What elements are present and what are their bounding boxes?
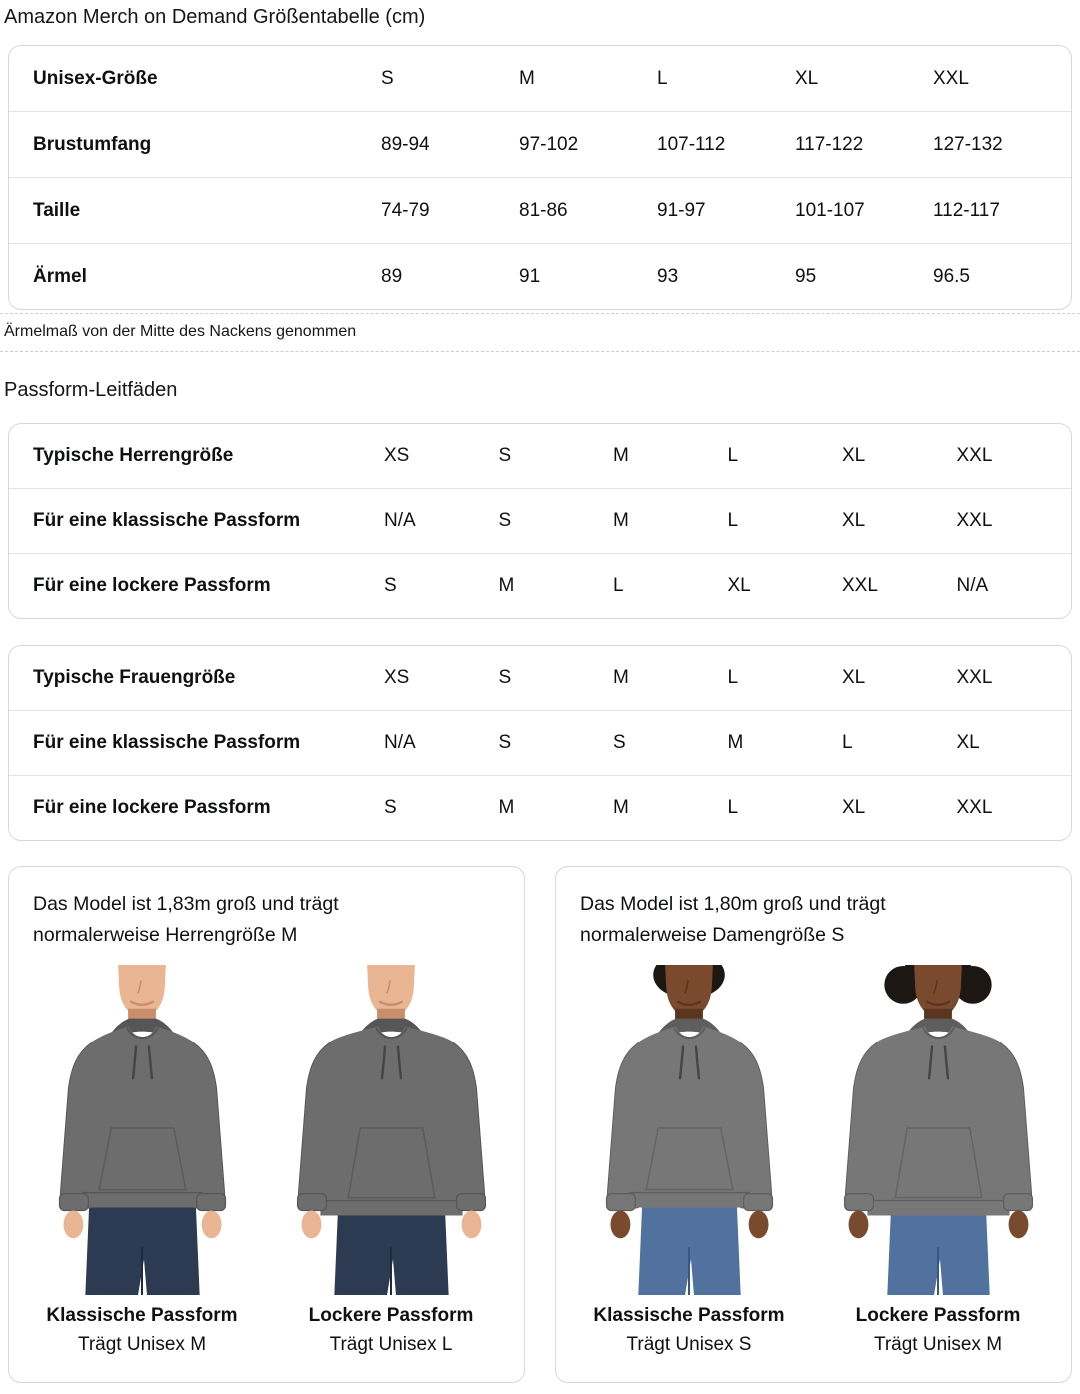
table-row xyxy=(9,775,1071,840)
size-cell: XXL xyxy=(842,575,878,596)
table-row xyxy=(9,177,1071,243)
size-caption: Trägt Unisex L xyxy=(329,1334,453,1355)
size-cell: 127-132 xyxy=(933,133,1003,155)
size-cell: 97-102 xyxy=(519,133,579,155)
size-cell: XS xyxy=(384,667,410,688)
size-cell: 81-86 xyxy=(519,199,568,221)
table-row xyxy=(9,488,1071,553)
size-cell: 112-117 xyxy=(933,199,1000,221)
size-cell: XL xyxy=(842,797,866,818)
model-photo xyxy=(831,965,1046,1295)
table-row xyxy=(9,111,1071,177)
figures-row xyxy=(580,965,1047,1356)
size-caption: Trägt Unisex M xyxy=(873,1334,1003,1355)
size-cell: XL xyxy=(842,445,866,466)
model-photo xyxy=(284,965,499,1295)
model-figure xyxy=(33,965,251,1356)
size-cell: XXL xyxy=(956,510,993,531)
size-cell: M xyxy=(498,575,515,596)
sleeve-note: Ärmelmaß von der Mitte des Nackens genommen xyxy=(4,323,357,340)
size-cell: M xyxy=(519,67,535,89)
table-row xyxy=(9,646,1071,710)
fit-caption: Lockere Passform xyxy=(308,1305,474,1326)
size-cell: 117-122 xyxy=(795,133,864,155)
size-cell: XL xyxy=(842,667,866,688)
model-photo xyxy=(582,965,797,1295)
size-cell: 95 xyxy=(795,265,817,287)
figures-row xyxy=(33,965,500,1356)
size-cell: L xyxy=(613,575,624,596)
row-label: Ärmel xyxy=(33,265,87,287)
size-cell: 91 xyxy=(519,265,541,287)
size-cell: M xyxy=(613,797,629,818)
size-cell: 89-94 xyxy=(381,133,430,155)
size-cell: XXL xyxy=(956,445,993,466)
size-cell: L xyxy=(727,510,739,531)
fit-caption: Lockere Passform xyxy=(855,1305,1021,1326)
model-figure xyxy=(282,965,500,1356)
size-cell: XL xyxy=(956,732,980,753)
size-cell: S xyxy=(498,445,512,466)
size-cell: L xyxy=(727,445,739,466)
size-table xyxy=(8,45,1072,310)
size-cell: 107-112 xyxy=(657,133,726,155)
model-card-men xyxy=(8,866,525,1383)
size-cell: S xyxy=(498,667,512,688)
model-description: Das Model ist 1,80m groß und trägt normalerweise Damengröße S xyxy=(580,893,886,946)
model-cards-row xyxy=(8,866,1072,1383)
size-cell: N/A xyxy=(956,575,989,596)
row-label: Brustumfang xyxy=(33,133,152,155)
size-cell: L xyxy=(657,67,668,89)
size-cell: XXL xyxy=(956,667,993,688)
size-cell: M xyxy=(613,667,629,688)
row-label: Für eine lockere Passform xyxy=(33,575,271,596)
table-row xyxy=(9,710,1071,775)
row-label: Für eine lockere Passform xyxy=(33,797,271,818)
size-cell: S xyxy=(498,732,512,753)
size-cell: S xyxy=(384,575,397,596)
fit-caption: Klassische Passform xyxy=(46,1305,238,1326)
row-label: Für eine klassische Passform xyxy=(33,732,301,753)
size-cell: M xyxy=(498,797,515,818)
fit-guides-heading: Passform-Leitfäden xyxy=(4,379,178,401)
fit-table-women xyxy=(8,645,1072,841)
model-figure xyxy=(580,965,798,1356)
size-cell: L xyxy=(727,797,739,818)
size-cell: L xyxy=(727,667,739,688)
size-cell: N/A xyxy=(384,732,416,753)
dashed-divider xyxy=(0,313,1080,314)
table-row xyxy=(9,243,1071,309)
size-cell: S xyxy=(498,510,512,531)
size-cell: 89 xyxy=(381,265,403,287)
size-caption: Trägt Unisex M xyxy=(77,1334,207,1355)
size-cell: XL xyxy=(795,67,819,89)
size-cell: S xyxy=(384,797,397,818)
row-label: Typische Herrengröße xyxy=(33,445,234,466)
dashed-divider xyxy=(0,351,1080,352)
size-cell: XXL xyxy=(933,67,969,89)
model-figure xyxy=(829,965,1047,1356)
model-card-women xyxy=(555,866,1072,1383)
size-cell: L xyxy=(842,732,853,753)
table-row xyxy=(9,553,1071,618)
size-cell: 101-107 xyxy=(795,199,865,221)
size-cell: S xyxy=(613,732,626,753)
table-row xyxy=(9,46,1071,111)
fit-table-men xyxy=(8,423,1072,619)
size-cell: M xyxy=(613,510,629,531)
fit-caption: Klassische Passform xyxy=(593,1305,785,1326)
size-cell: XL xyxy=(842,510,866,531)
size-cell: 74-79 xyxy=(381,199,430,221)
page-title: Amazon Merch on Demand Größentabelle (cm) xyxy=(4,6,426,28)
row-label: Taille xyxy=(33,199,81,221)
model-photo xyxy=(35,965,250,1295)
row-label: Unisex-Größe xyxy=(33,67,158,89)
size-cell: M xyxy=(727,732,744,753)
size-cell: 93 xyxy=(657,265,679,287)
size-cell: 91-97 xyxy=(657,199,706,221)
row-label: Für eine klassische Passform xyxy=(33,510,301,531)
model-description: Das Model ist 1,83m groß und trägt normalerweise Herrengröße M xyxy=(33,893,339,946)
size-cell: S xyxy=(381,67,394,89)
size-cell: XS xyxy=(384,445,410,466)
size-cell: XL xyxy=(727,575,751,596)
size-cell: 96.5 xyxy=(933,265,970,287)
size-cell: N/A xyxy=(384,510,416,531)
size-cell: XXL xyxy=(956,797,993,818)
row-label: Typische Frauengröße xyxy=(33,667,236,688)
table-row xyxy=(9,424,1071,488)
size-caption: Trägt Unisex S xyxy=(626,1334,752,1355)
size-cell: M xyxy=(613,445,629,466)
